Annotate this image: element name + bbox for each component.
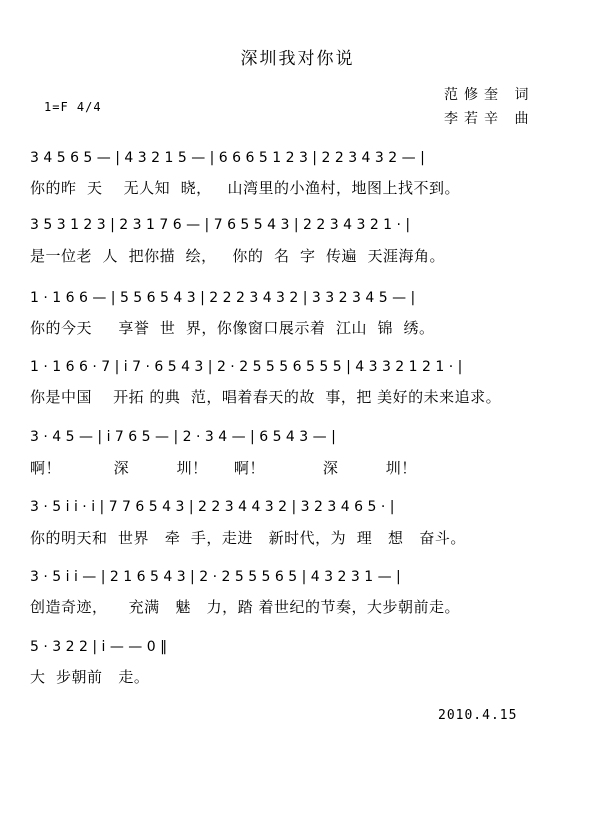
lyric-line-4: 你是中国 开拓 的典 范，唱着春天的故 事，把 美好的未来追求。 xyxy=(30,388,502,406)
note-row-3: 1 · 1 6 6 — | 5 5 6 5 4 3 | 2 2 2 3 4 3 2 | 3 3 2 3 4 5 — | xyxy=(30,290,416,306)
notation-line-5 xyxy=(0,417,595,457)
lyric-line-2: 是一位老 人 把你描 绘， 你的 名 字 传遍 天涯海角。 xyxy=(30,247,446,265)
notation-line-2 xyxy=(0,205,595,245)
lyric-line-8: 大 步朝前 走。 xyxy=(30,668,150,686)
notation-line-4 xyxy=(0,347,595,387)
composition-date: 2010.4.15 xyxy=(438,708,518,723)
lyric-line-7: 创造奇迹， 充满 魅 力，踏 着世纪的节奏，大步朝前走。 xyxy=(30,598,460,616)
lyric-line-1: 你的昨 天 无人知 晓， 山湾里的小渔村，地图上找不到。 xyxy=(30,179,460,197)
note-row-5: 3 · 4 5 — | i 7 6 5 — | 2 · 3 4 — | 6 5 4 3 — | xyxy=(30,429,336,445)
notation-line-3 xyxy=(0,278,595,318)
note-row-1: 3 4 5 6 5 — | 4 3 2 1 5 — | 6 6 6 5 1 2 3 | 2 2 3 4 3 2 — | xyxy=(30,150,425,166)
note-row-8: 5 · 3 2 2 | i — — 0 ‖ xyxy=(30,639,168,655)
notation-line-7 xyxy=(0,557,595,597)
lyricist-credit: 范修奎 词 xyxy=(444,87,535,103)
notation-line-8 xyxy=(0,627,595,667)
notation-line-1 xyxy=(0,138,595,178)
composer-credit: 李若辛 曲 xyxy=(444,111,535,127)
note-row-7: 3 · 5 i i — | 2 1 6 5 4 3 | 2 · 2 5 5 5 6 5 | 4 3 2 3 1 — | xyxy=(30,569,401,585)
note-row-2: 3 5 3 1 2 3 | 2 3 1 7 6 — | 7 6 5 5 4 3 | 2 2 3 4 3 2 1 · | xyxy=(30,217,411,233)
lyric-line-6: 你的明天和 世界 牵 手，走进 新时代，为 理 想 奋斗。 xyxy=(30,529,466,547)
note-row-4: 1 · 1 6 6 · 7 | i 7 · 6 5 4 3 | 2 · 2 5 5 5 6 5 5 5 | 4 3 3 2 1 2 1 · | xyxy=(30,359,463,375)
lyric-line-3: 你的今天 享誉 世 界，你像窗口展示着 江山 锦 绣。 xyxy=(30,319,435,337)
note-row-6: 3 · 5 i i · i | 7 7 6 5 4 3 | 2 2 3 4 4 3 2 | 3 2 3 4 6 5 · | xyxy=(30,499,395,515)
notation-line-6 xyxy=(0,487,595,527)
key-signature: 1=F 4/4 xyxy=(44,100,102,114)
song-title: 深圳我对你说 xyxy=(240,49,355,69)
lyric-line-5: 啊！ 深 圳！ 啊！ 深 圳！ xyxy=(30,459,417,477)
